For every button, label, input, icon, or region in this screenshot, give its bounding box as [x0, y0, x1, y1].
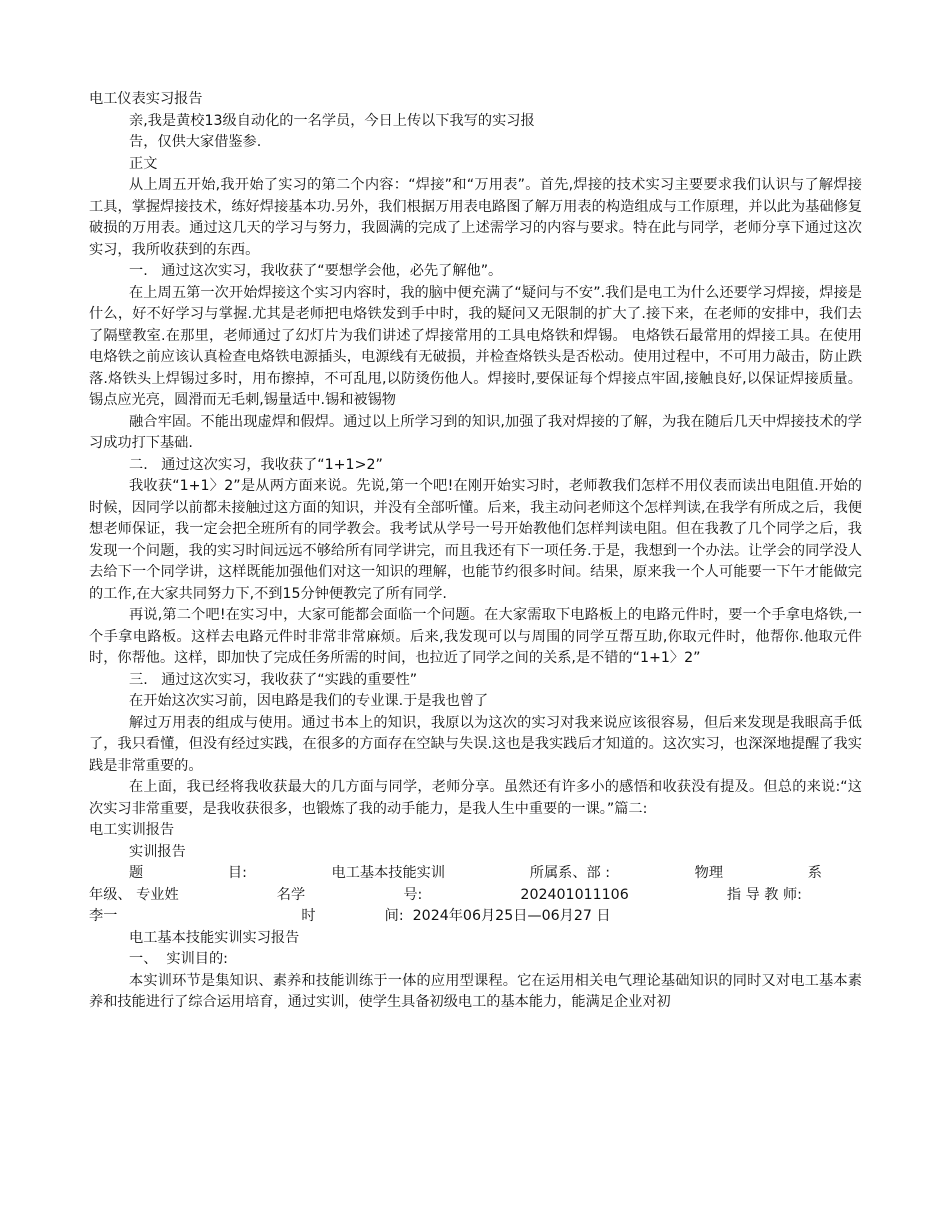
info-row-1 — [89, 863, 862, 885]
info-date-range: 间: 2024年06月25日—06月27 日 — [384, 908, 611, 924]
sub-title: 实训报告 — [129, 843, 186, 860]
info-label-department: 所属系、部 : — [529, 865, 610, 881]
info-label-shi: 时 — [301, 908, 316, 924]
info-label-hao: 号: — [403, 886, 423, 903]
report-title: 电工基本技能实训实习报告 — [129, 929, 300, 946]
paragraph-6: 在开始这次实习前，因电路是我们的专业课.于是我也曾了 — [129, 693, 489, 709]
second-title: 电工实训报告 — [89, 822, 175, 838]
info-course-name: 电工基本技能实训 — [331, 865, 446, 881]
doc-title: 电工仪表实习报告 — [89, 91, 203, 107]
section-heading-2: 二. 通过这次实习，我收获了“1+1>2” — [129, 456, 383, 473]
info-label-mu: 目: — [227, 865, 247, 881]
section-heading-1: 一. 通过这次实习，我收获了“要想学会他，必先了解他”。 — [129, 263, 503, 279]
info-label-ti: 题 — [129, 865, 144, 881]
paragraph-1: 从上周五开始,我开始了实习的第二个内容：“焊接”和“万用表”。首先,焊接的技术实习主要要求我们认识与了解焊接工具，掌握焊接技术，练好焊接基本功.另外，我们根据万用表电路图了解万用表的构造组成与工作原理，并以此为基础修复破损的万用表。通过这几天的学习与努力，我圆满的完成了上述需学习的内容与要求。特在此与同学，老师分享下通过这次实习，我所收获到的东西。 — [89, 177, 862, 258]
paragraph-8: 在上面，我已经将我收获最大的几方面与同学，老师分享。虽然还有许多小的感悟和收获没有提及。但总的来说:“这次实习非常重要，是我收获很多，也锻炼了我的动手能力，是我人生中重要的一课。”篇二: — [89, 779, 862, 817]
section-heading-goal: 一、 实训目的: — [129, 951, 228, 967]
info-label-xue: 名学 — [276, 886, 306, 903]
paragraph-9: 本实训环节是集知识、素养和技能训练于一体的应用型课程。它在运用相关电气理论基础知识的同时又对电工基本素养和技能进行了综合运用培育，通过实训，使学生具备初级电工的基本能力，能满足企业对初 — [89, 972, 862, 1010]
paragraph-3: 融合牢固。不能出现虚焊和假焊。通过以上所学习到的知识,加强了我对焊接的了解，为我在随后几天中焊接技术的学习成功打下基础. — [89, 413, 862, 451]
info-label-advisor: 指 导 教 师: — [726, 886, 802, 903]
info-row-3 — [89, 906, 862, 928]
paragraph-7: 解过万用表的组成与使用。通过书本上的知识，我原以为这次的实习对我来说应该很容易，但后来发现是我眼高手低了，我只看懂，但没有经过实践，在很多的方面存在空缺与失误.这也是我实践后才知道的。这次实习，也深深地提醒了我实践是非常重要的。 — [89, 714, 862, 774]
info-student-name: 李一 — [89, 908, 118, 924]
paragraph-2: 在上周五第一次开始焊接这个实习内容时，我的脑中便充满了“疑问与不安”.我们是电工为什么还要学习焊接，焊接是什么，好不好学习与掌握.尤其是老师把电烙铁发到手中时，我的疑问又无限制的扩大了.接下来，在老师的安排中，我们去了隔壁教室.在那里，老师通过了幻灯片为我们讲述了焊接常用的工具电烙铁和焊锡。 电烙铁石最常用的焊接工具。在使用电烙铁之前应该认真检查电烙铁电源插头，电源线有无破损，并检查烙铁头是否松动。使用过程中，不可用力敲击，防止跌落.烙铁头上焊锡过多时，用布擦掉，不可乱甩,以防烫伤他人。焊接时,要保证每个焊接点牢固,接触良好,以保证焊接质量。锡点应光亮，圆滑而无毛刺,锡量适中.锡和被锡物 — [89, 284, 862, 408]
info-department-suffix: 系 — [807, 865, 822, 881]
intro-line-1: 亲,我是黄校13级自动化的一名学员，今日上传以下我写的实习报 — [129, 112, 535, 129]
info-row-2 — [89, 885, 862, 907]
intro-line-2: 告，仅供大家借鉴参. — [129, 134, 262, 150]
paragraph-4: 我收获“1+1〉2”是从两方面来说。先说,第一个吧!在刚开始实习时，老师教我们怎样不用仪表而读出电阻值.开始的时候，因同学以前都未接触过这方面的知识，并没有全部听懂。后来，我主动问老师这个怎样判读,在我学有所成之后，我便想老师保证，我一定会把全班所有的同学教会。我考试从学号一号开始教他们怎样判读电阻。但在我教了几个同学之后，我发现一个问题，我的实习时间远远不够给所有同学讲完，而且我还有下一项任务.于是，我想到一个办法。让学会的同学没人去给下一个同学讲，这样既能加强他们对这一知识的理解，也能节约很多时间。结果，原来我一个人可能要一下午才能做完的工作,在大家共同努力下,不到15分钟便教完了所有同学. — [89, 478, 862, 602]
info-department-value: 物理 — [694, 865, 724, 881]
paragraph-5: 再说,第二个吧!在实习中，大家可能都会面临一个问题。在大家需取下电路板上的电路元件时，要一个手拿电烙铁,一个手拿电路板。这样去电路元件时非常非常麻烦。后来,我发现可以与周围的同学互帮互助,你取元件时，他帮你.他取元件时，你帮他。这样，即加快了完成任务所需的时间，也拉近了同学之间的关系,是不错的“1+1〉2” — [89, 607, 862, 666]
section-heading-3: 三. 通过这次实习，我收获了“实践的重要性” — [129, 671, 418, 688]
heading-zhengwen: 正文 — [129, 155, 158, 172]
info-student-id: 202401011106 — [520, 886, 629, 903]
info-label-grade-name: 年级、 专业姓 — [89, 886, 179, 903]
